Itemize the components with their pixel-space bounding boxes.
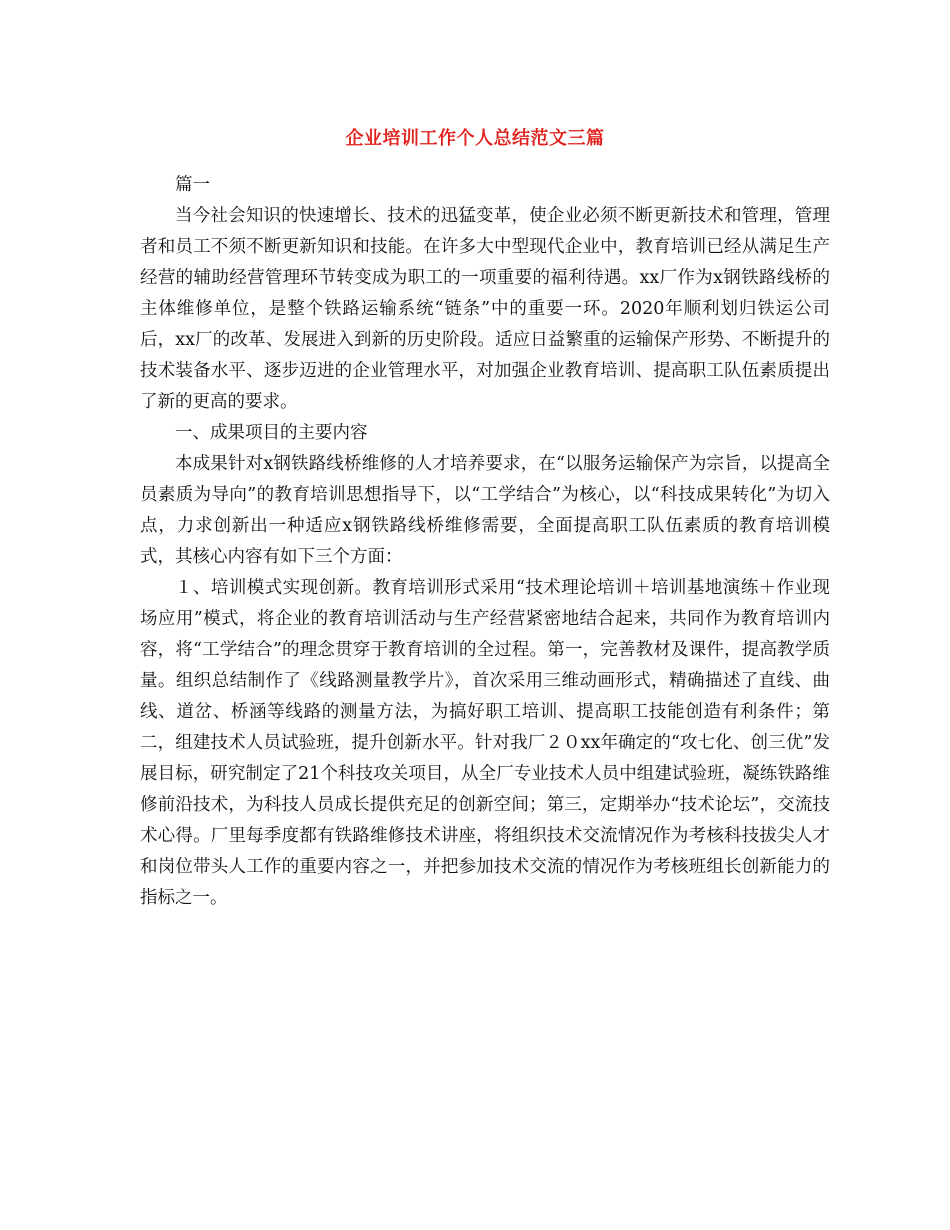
document-body xyxy=(140,170,830,914)
paragraph: 当今社会知识的快速增长、技术的迅猛变革，使企业必须不断更新技术和管理，管理者和员工不须不断更新知识和技能。在许多大中型现代企业中，教育培训已经从满足生产经营的辅助经营管理环节转变成为职工的一项重要的福利待遇。xx厂作为x钢铁路线桥的主体维修单位，是整个铁路运输系统“链条”中的重要一环。2020年顺利划归铁运公司后，xx厂的改革、发展进入到新的历史阶段。适应日益繁重的运输保产形势、不断提升的技术装备水平、逐步迈进的企业管理水平，对加强企业教育培训、提高职工队伍素质提出了新的更高的要求。 xyxy=(140,206,830,412)
paragraph: １、培训模式实现创新。教育培训形式采用“技术理论培训＋培训基地演练＋作业现场应用”模式，将企业的教育培训活动与生产经营紧密地结合起来，共同作为教育培训内容，将“工学结合”的理念贯穿于教育培训的全过程。第一，完善教材及课件，提高教学质量。组织总结制作了《线路测量教学片》，首次采用三维动画形式，精确描述了直线、曲线、道岔、桥涵等线路的测量方法，为搞好职工培训、提高职工技能创造有利条件；第二，组建技术人员试验班，提升创新水平。针对我厂２０xx年确定的“攻七化、创三优”发展目标，研究制定了21个科技攻关项目，从全厂专业技术人员中组建试验班，凝练铁路维修前沿技术，为科技人员成长提供充足的创新空间；第三，定期举办“技术论坛”，交流技术心得。厂里每季度都有铁路维修技术讲座，将组织技术交流情况作为考核科技拔尖人才和岗位带头人工作的重要内容之一，并把参加技术交流的情况作为考核班组长创新能力的指标之一。 xyxy=(140,578,830,908)
subsection-heading: 一、成果项目的主要内容 xyxy=(175,423,368,443)
section-heading: 篇一 xyxy=(175,175,210,195)
paragraph: 本成果针对x钢铁路线桥维修的人才培养要求，在“以服务运输保产为宗旨，以提高全员素质为导向”的教育培训思想指导下，以“工学结合”为核心，以“科技成果转化”为切入点，力求创新出一种适应x钢铁路线桥维修需要，全面提高职工队伍素质的教育培训模式，其核心内容有如下三个方面： xyxy=(140,454,830,567)
document-title: 企业培训工作个人总结范文三篇 xyxy=(345,128,605,149)
